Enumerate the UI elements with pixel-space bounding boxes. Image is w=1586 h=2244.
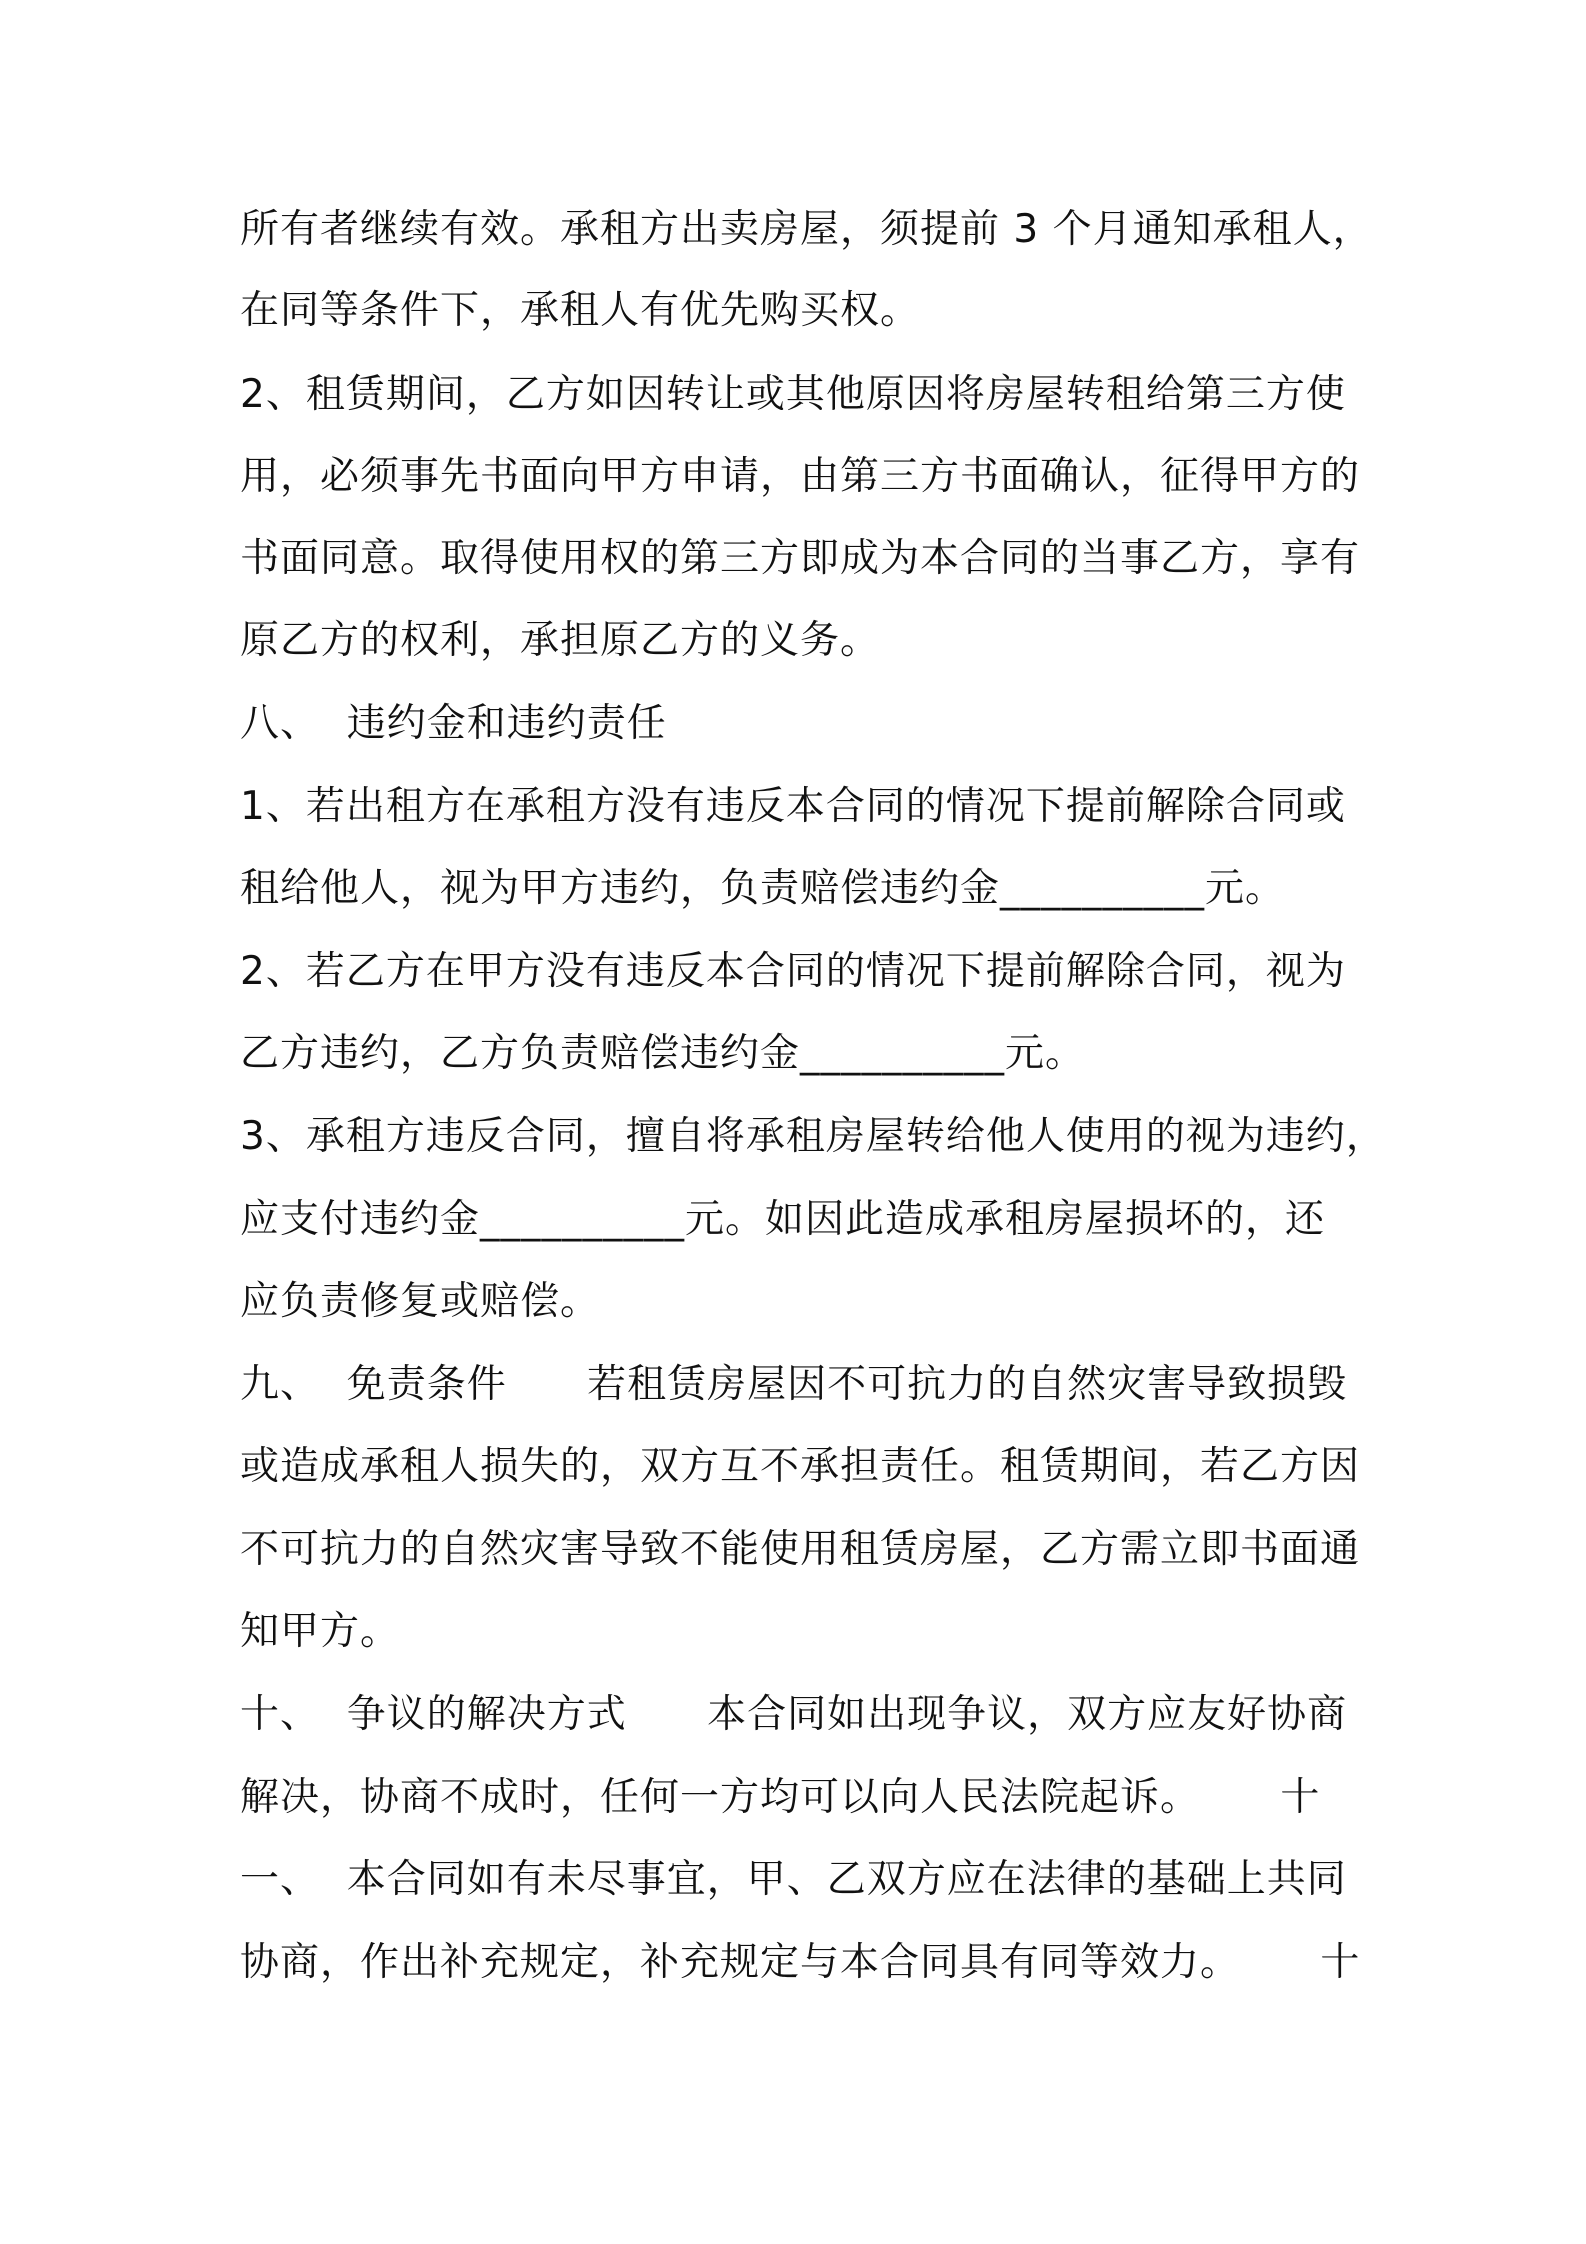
text-line: 2、租赁期间，乙方如因转让或其他原因将房屋转租给第三方使 [240,372,1346,417]
text-line: 用，必须事先书面向甲方申请，由第三方书面确认，征得甲方的 [240,454,1361,499]
text-line: 1、若出租方在承租方没有违反本合同的情况下提前解除合同或 [240,784,1346,829]
text-line: 应负责修复或赔偿。 [240,1279,601,1324]
text-line: 在同等条件下，承租人有优先购买权。 [240,288,921,333]
text-line: 书面同意。取得使用权的第三方即成为本合同的当事乙方，享有 [240,536,1361,581]
text-line: 2、若乙方在甲方没有违反本合同的情况下提前解除合同，视为 [240,949,1346,994]
text-line: 租给他人，视为甲方违约，负责赔偿违约金__________元。 [240,866,1286,911]
section-heading: 八、 违约金和违约责任 [240,701,667,746]
text-line: 解决，协商不成时，任何一方均可以向人民法院起诉。 十 [240,1775,1321,1820]
text-line: 所有者继续有效。承租方出卖房屋，须提前 3 个月通知承租人， [240,207,1373,252]
text-line: 或造成承租人损失的，双方互不承担责任。租赁期间，若乙方因 [240,1444,1361,1489]
text-line: 知甲方。 [240,1609,401,1654]
section-heading: 十、 争议的解决方式 本合同如出现争议，双方应友好协商 [240,1692,1348,1737]
text-line: 原乙方的权利，承担原乙方的义务。 [240,618,881,663]
text-line: 3、承租方违反合同，擅自将承租房屋转给他人使用的视为违约， [240,1114,1386,1159]
text-line: 乙方违约，乙方负责赔偿违约金__________元。 [240,1031,1086,1076]
section-heading: 九、 免责条件 若租赁房屋因不可抗力的自然灾害导致损毁 [240,1362,1348,1407]
text-line: 不可抗力的自然灾害导致不能使用租赁房屋，乙方需立即书面通 [240,1527,1361,1572]
section-heading: 一、 本合同如有未尽事宜，甲、乙双方应在法律的基础上共同 [240,1857,1347,1902]
text-line: 协商，作出补充规定，补充规定与本合同具有同等效力。 十 [240,1940,1361,1985]
text-line: 应支付违约金__________元。如因此造成承租房屋损坏的，还 [240,1197,1326,1242]
